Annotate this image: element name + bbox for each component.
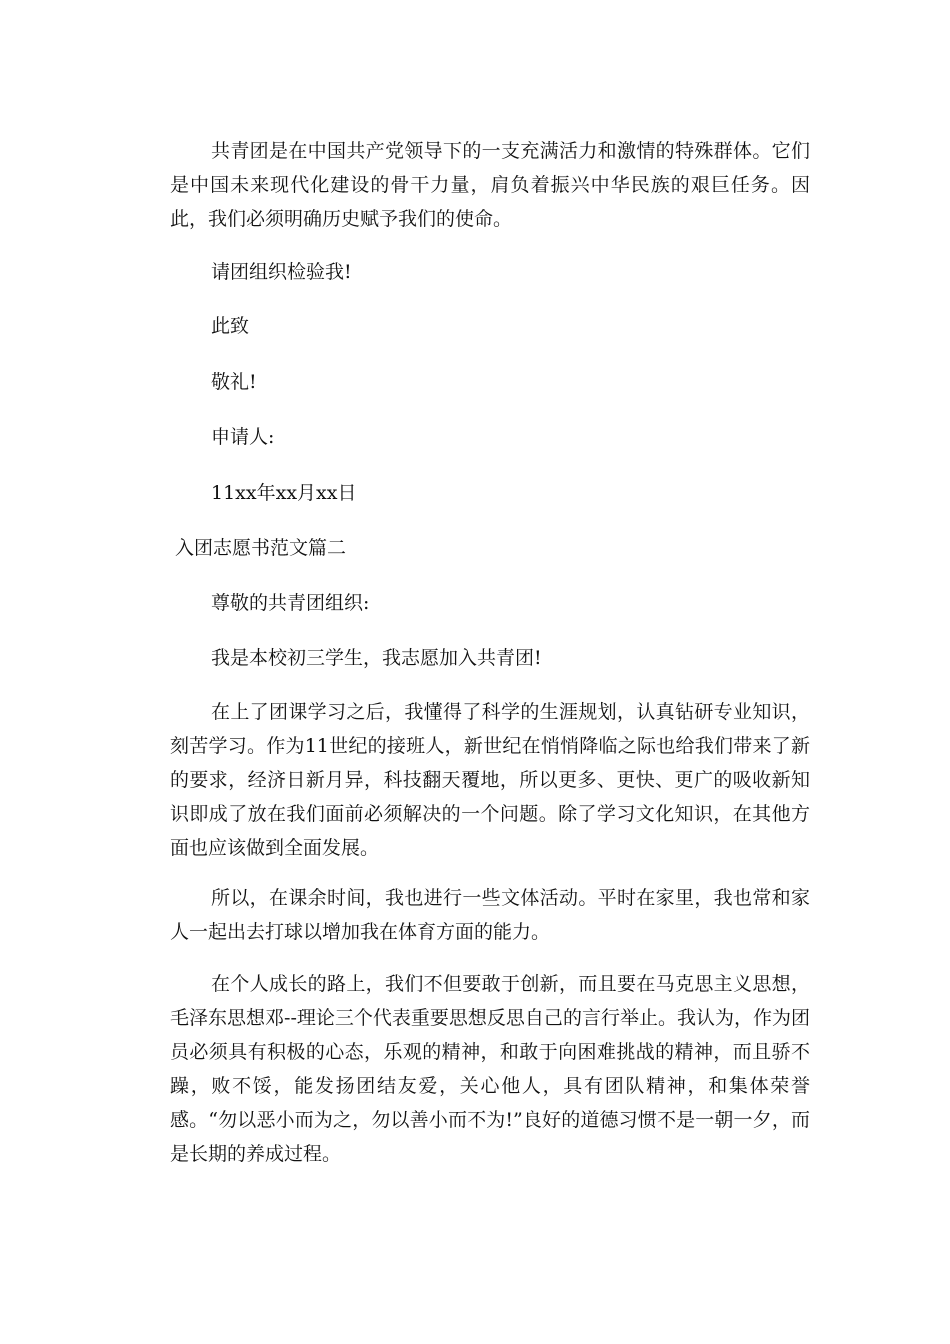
paragraph-study: 在上了团课学习之后，我懂得了科学的生涯规划，认真钻研专业知识，刻苦学习。作为11世纪的接班人，新世纪在悄悄降临之际也给我们带来了新的要求，经济日新月异，科技翻天覆地，所以更多、更快、更广的吸收新知识即成了放在我们面前必须解决的一个问题。除了学习文化知识，在其他方面也应该做到全面发展。 — [170, 701, 810, 859]
line-applicant: 申请人: — [211, 426, 275, 448]
line-intro: 我是本校初三学生，我志愿加入共青团! — [211, 647, 542, 669]
line-date: 11xx年xx月xx日 — [211, 482, 357, 504]
section-heading: 入团志愿书范文篇二 — [175, 537, 347, 559]
paragraph-mission: 共青团是在中国共产党领导下的一支充满活力和激情的特殊群体。它们是中国未来现代化建设的骨干力量，肩负着振兴中华民族的艰巨任务。因此，我们必须明确历史赋予我们的使命。 — [170, 140, 810, 230]
line-request-inspection: 请团组织检验我! — [211, 261, 352, 283]
line-cizhi: 此致 — [211, 315, 250, 337]
paragraph-growth: 在个人成长的路上，我们不但要敢于创新，而且要在马克思主义思想，毛泽东思想邓--理论三个代表重要思想反思自己的言行举止。我认为，作为团员必须具有积极的心态，乐观的精神，和敢于向困难挑战的精神，而且骄不躁，败不馁，能发扬团结友爱，关心他人，具有团队精神，和集体荣誉感。“勿以恶小而为之，勿以善小而不为!”良好的道德习惯不是一朝一夕，而是长期的养成过程。 — [170, 973, 810, 1165]
line-salutation: 尊敬的共青团组织: — [211, 592, 370, 614]
line-jingli: 敬礼! — [211, 371, 257, 393]
paragraph-activities: 所以，在课余时间，我也进行一些文体活动。平时在家里，我也常和家人一起出去打球以增加我在体育方面的能力。 — [170, 887, 810, 943]
